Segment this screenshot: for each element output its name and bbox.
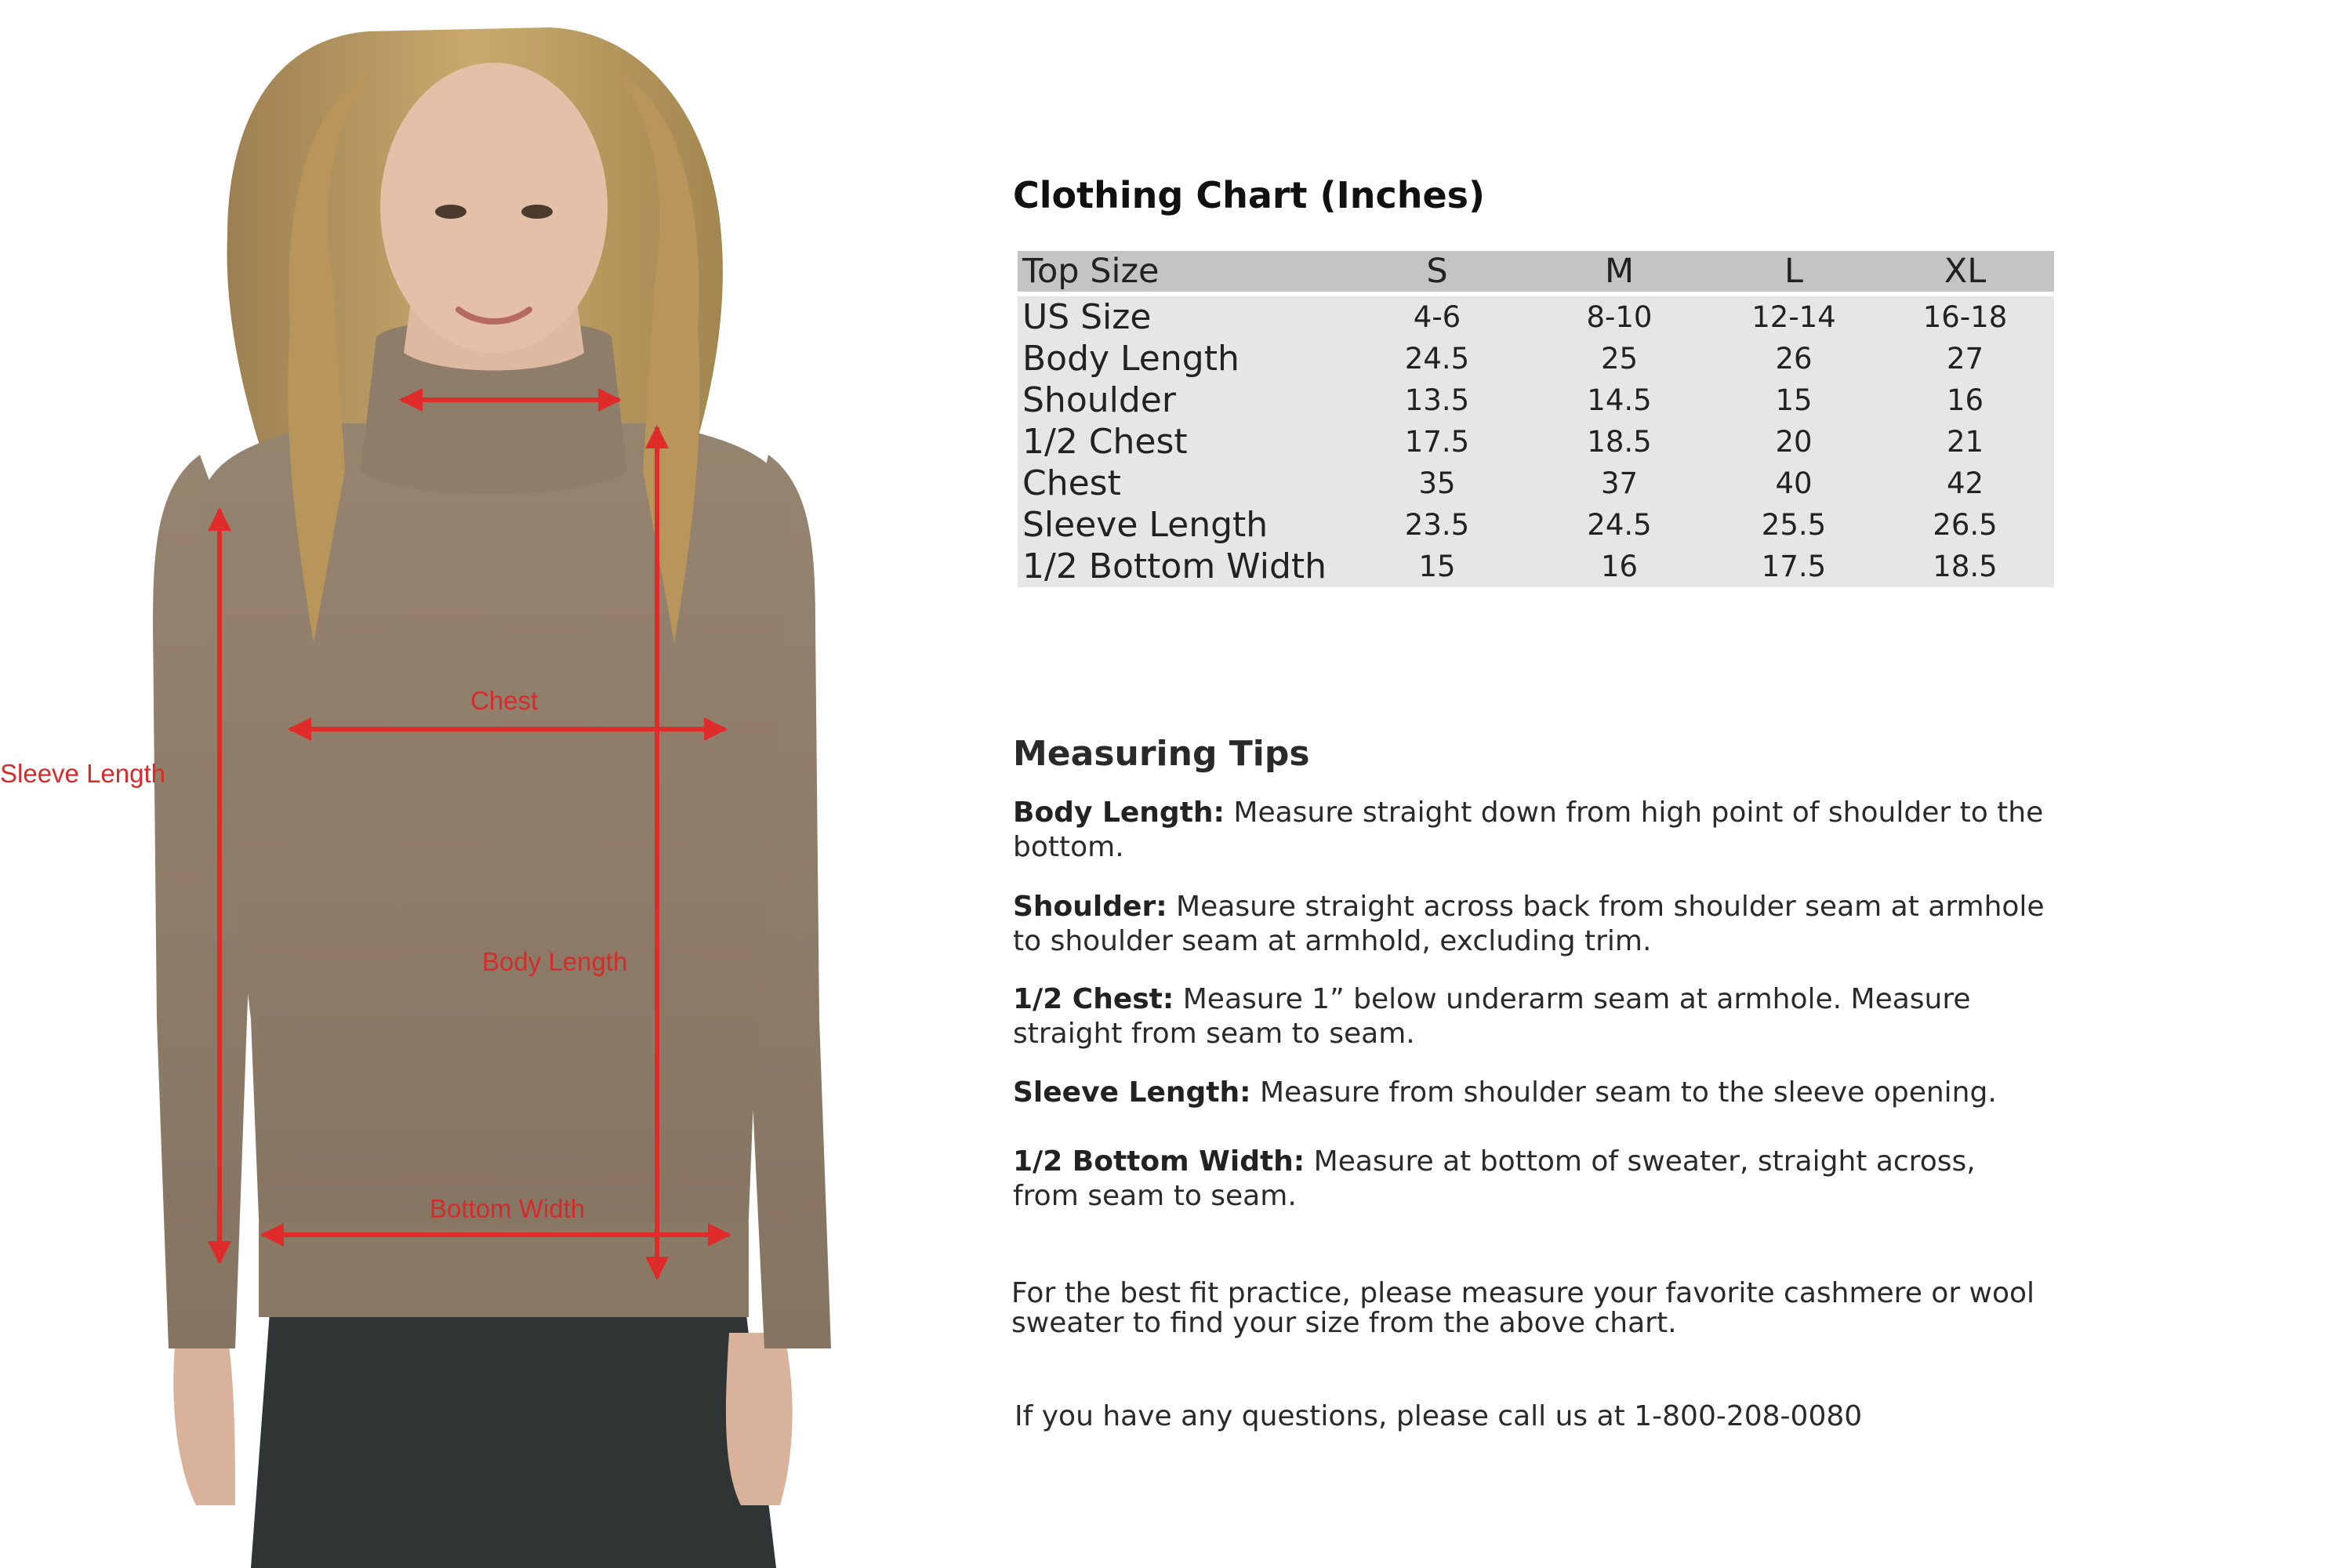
table-cell: 35: [1347, 463, 1527, 504]
tip-text: Measure 1” below underarm seam at armhole. Measure straight from seam to seam.: [1013, 983, 1971, 1050]
table-cell: 16: [1876, 379, 2054, 421]
column-header: XL: [1876, 251, 2054, 292]
table-cell: 18.5: [1527, 421, 1711, 463]
row-label: 1/2 Chest: [1018, 421, 1347, 463]
table-cell: 12-14: [1711, 296, 1876, 338]
tips-title: Measuring Tips: [1013, 734, 1310, 774]
chart-title: Clothing Chart (Inches): [1013, 174, 1486, 216]
tip-label: Sleeve Length:: [1013, 1076, 1251, 1109]
face: [380, 63, 608, 353]
tip-text: Measure from shoulder seam to the sleeve opening.: [1259, 1076, 1997, 1109]
bottom-width-label: Bottom Width: [430, 1194, 586, 1223]
sleeve-length-label: Sleeve Length: [0, 759, 166, 788]
table-cell: 20: [1711, 421, 1876, 463]
table-row: [1018, 504, 2054, 546]
fit-note: For the best fit practice, please measure your favorite cashmere or wool sweater to find your size from the above chart.: [1011, 1277, 2035, 1339]
table-row: [1018, 379, 2054, 421]
tip-body-length: [1013, 796, 2048, 865]
contact-line: If you have any questions, please call us at 1-800-208-0080: [1014, 1400, 1863, 1432]
jeans: [251, 1301, 776, 1568]
tip-text: Measure at bottom of sweater, straight across, from seam to seam.: [1013, 1145, 1976, 1212]
table-row: [1018, 338, 2054, 379]
table-cell: 27: [1876, 338, 2054, 379]
column-header: Top Size: [1018, 251, 1347, 292]
left-eye: [435, 205, 466, 219]
table-cell: 24.5: [1347, 338, 1527, 379]
tip-label: Shoulder:: [1013, 891, 1167, 923]
row-label: Shoulder: [1018, 379, 1347, 421]
table-cell: 15: [1347, 546, 1527, 587]
tip-label: 1/2 Chest:: [1013, 983, 1174, 1015]
column-header: M: [1527, 251, 1711, 292]
left-hand: [173, 1333, 235, 1505]
table-cell: 25: [1527, 338, 1711, 379]
table-cell: 24.5: [1527, 504, 1711, 546]
table-cell: 37: [1527, 463, 1711, 504]
table-cell: 17.5: [1347, 421, 1527, 463]
table-cell: 14.5: [1527, 379, 1711, 421]
tip-sleeve-length: [1013, 1076, 2048, 1110]
tip-text: Measure straight across back from shoulder seam at armhole to shoulder seam at armhold, excluding trim.: [1013, 891, 2045, 957]
row-label: Chest: [1018, 463, 1347, 504]
row-label: US Size: [1018, 296, 1347, 338]
table-cell: 16: [1527, 546, 1711, 587]
row-label: 1/2 Bottom Width: [1018, 546, 1347, 587]
table-cell: 15: [1711, 379, 1876, 421]
tip-label: Body Length:: [1013, 797, 1225, 829]
table-cell: 17.5: [1711, 546, 1876, 587]
tip-label: 1/2 Bottom Width:: [1013, 1145, 1305, 1178]
table-row: [1018, 421, 2054, 463]
row-label: Body Length: [1018, 338, 1347, 379]
chest-label: Chest: [470, 686, 539, 715]
row-label: Sleeve Length: [1018, 504, 1347, 546]
column-header: S: [1347, 251, 1527, 292]
sweater-body: [200, 423, 792, 1317]
table-cell: 4-6: [1347, 296, 1527, 338]
table-cell: 42: [1876, 463, 2054, 504]
size-chart-table: [1018, 251, 2054, 587]
table-cell: 13.5: [1347, 379, 1527, 421]
model-figure: [0, 0, 862, 1568]
table-cell: 21: [1876, 421, 2054, 463]
table-header-row: [1018, 251, 2054, 292]
table-cell: 25.5: [1711, 504, 1876, 546]
table-cell: 26.5: [1876, 504, 2054, 546]
tip-half-chest: [1013, 982, 2048, 1051]
table-cell: 8-10: [1527, 296, 1711, 338]
right-hand: [726, 1333, 793, 1505]
body-length-label: Body Length: [482, 947, 628, 976]
table-row: [1018, 546, 2054, 587]
tip-text: Measure straight down from high point of shoulder to the bottom.: [1013, 797, 2044, 863]
table-row: [1018, 463, 2054, 504]
table-cell: 23.5: [1347, 504, 1527, 546]
right-eye: [521, 205, 553, 219]
column-header: L: [1711, 251, 1876, 292]
tip-bottom-width: [1013, 1145, 2048, 1214]
table-cell: 18.5: [1876, 546, 2054, 587]
table-row: [1018, 296, 2054, 338]
table-cell: 40: [1711, 463, 1876, 504]
table-cell: 16-18: [1876, 296, 2054, 338]
table-cell: 26: [1711, 338, 1876, 379]
tip-shoulder: [1013, 890, 2048, 959]
